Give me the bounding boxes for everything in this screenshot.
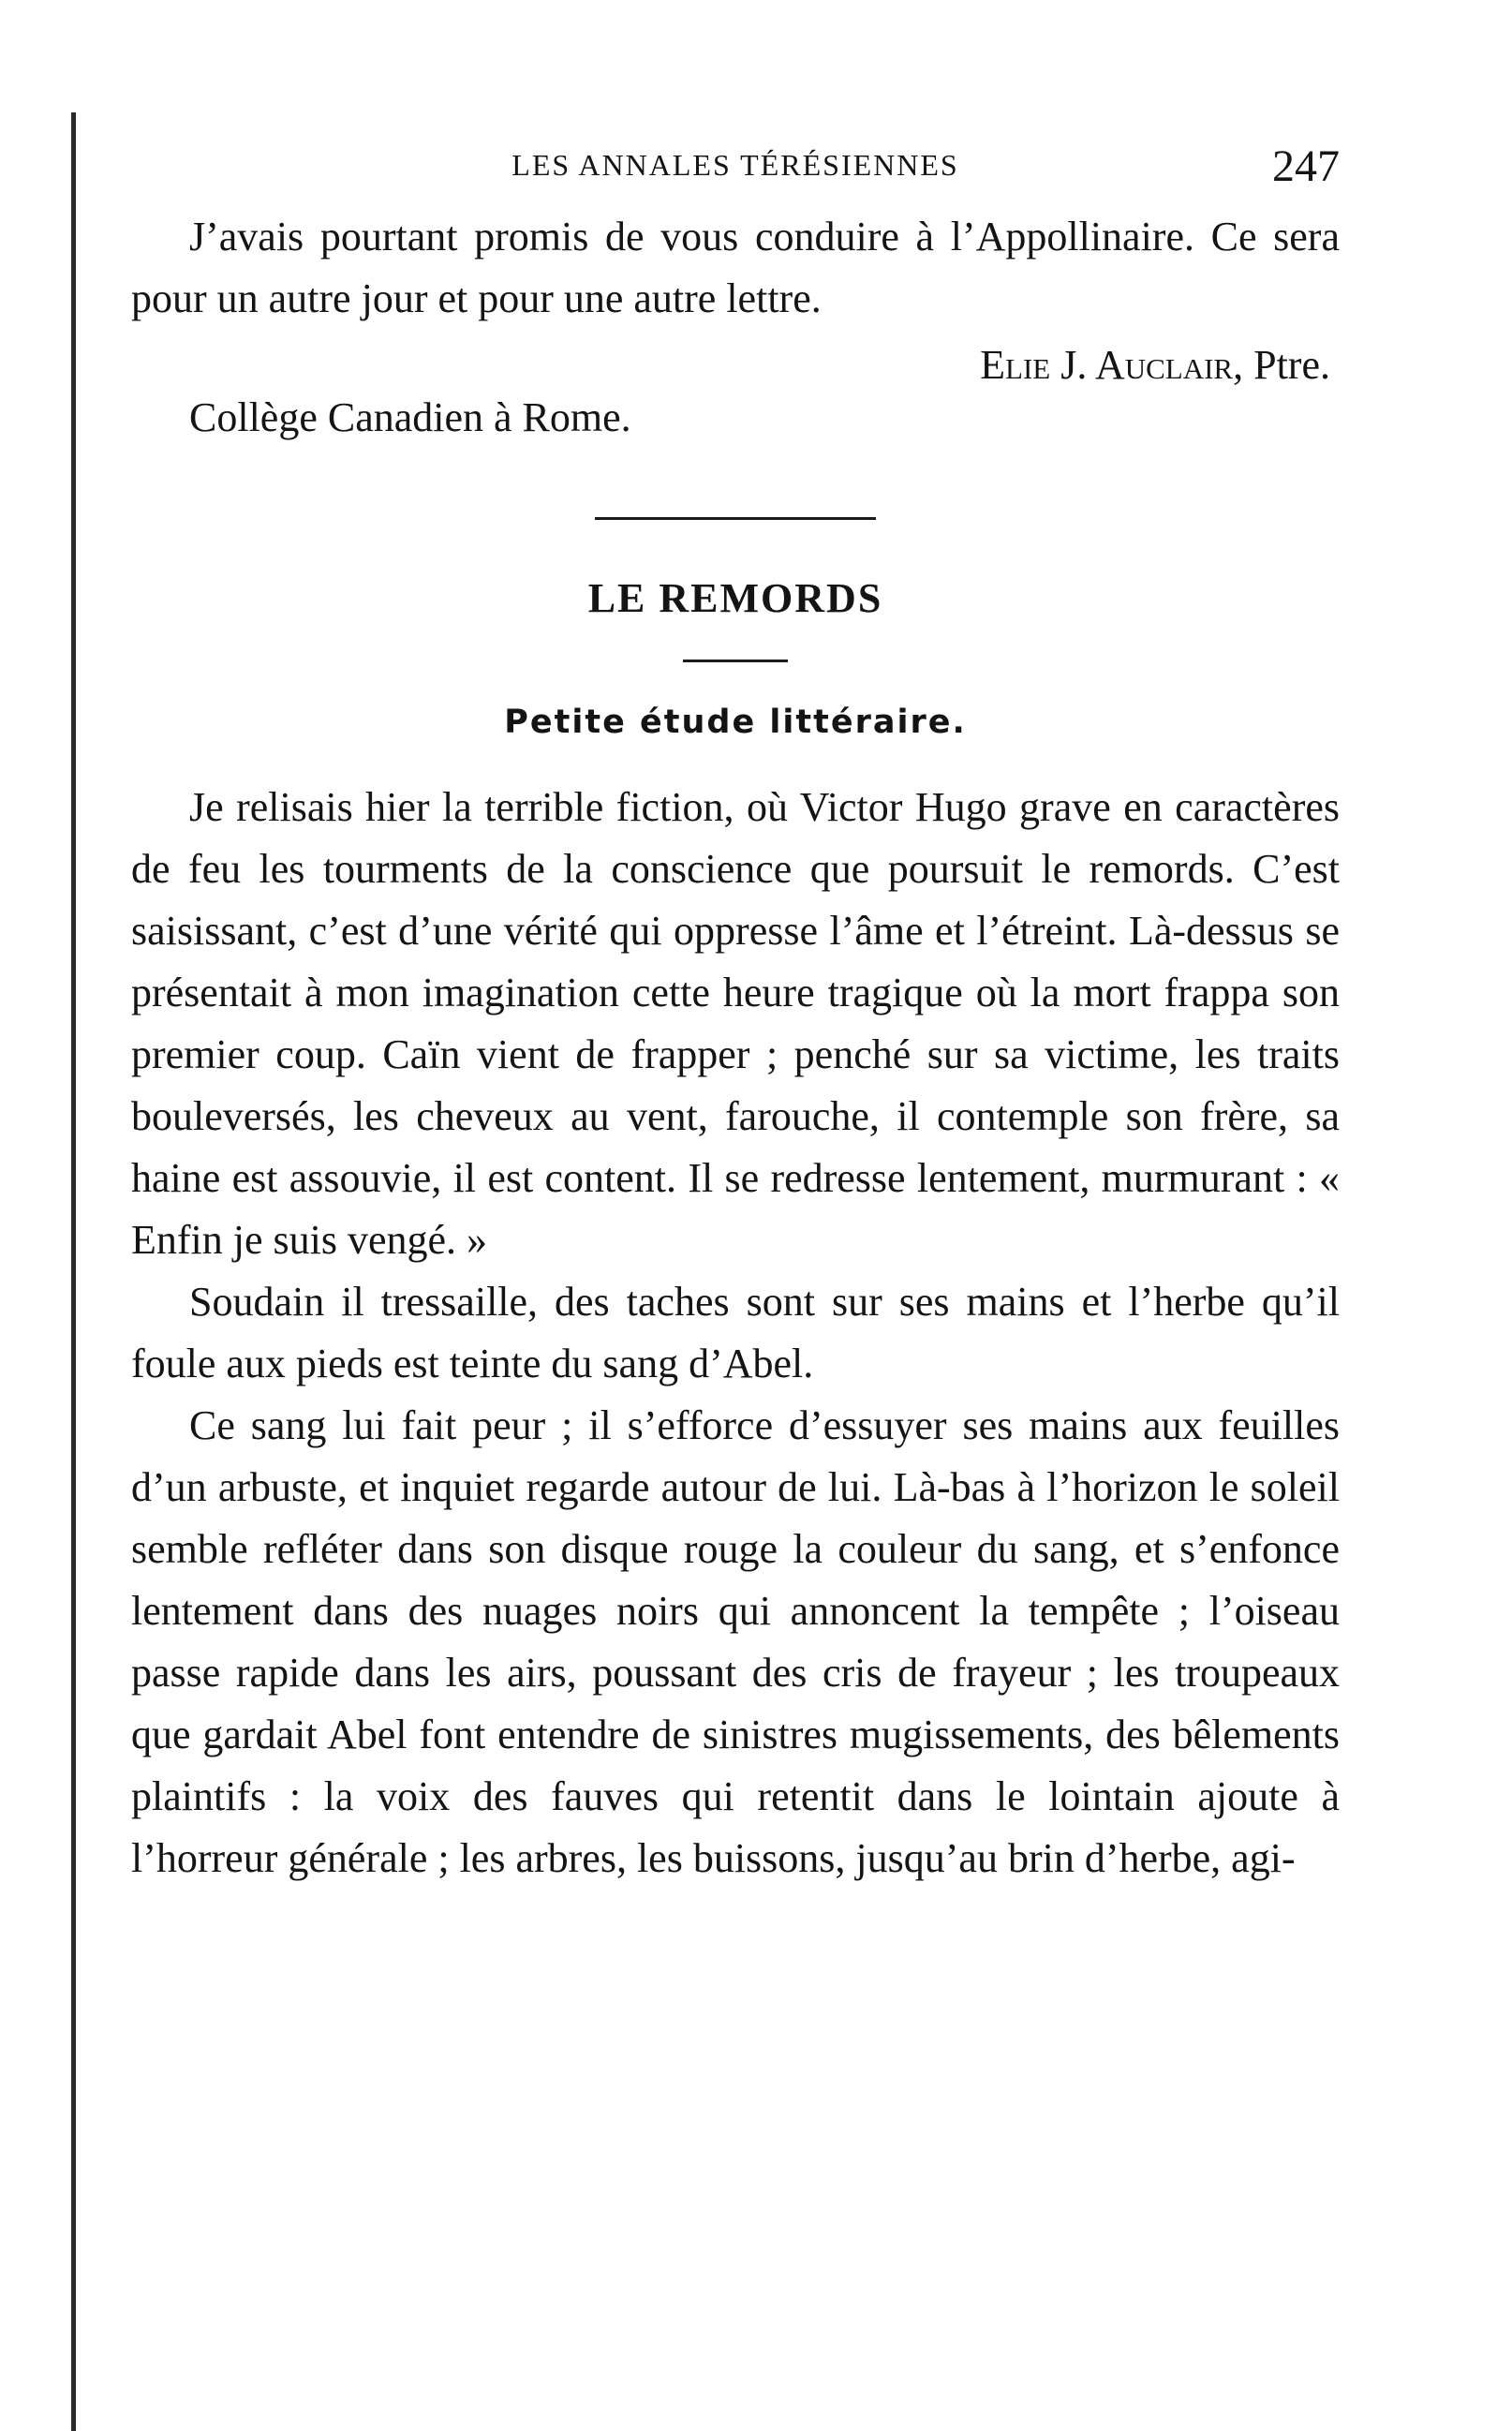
- title-divider: [683, 660, 788, 662]
- signature: [980, 339, 1330, 392]
- page-edge-rule: [71, 112, 76, 2431]
- article-subtitle: Petite étude littéraire.: [504, 704, 967, 741]
- signature-name: Elie J. Auclair: [980, 342, 1234, 388]
- signature-title: , Ptre.: [1233, 342, 1330, 388]
- signature-place: Collège Canadien à Rome.: [189, 394, 631, 440]
- running-title: LES ANNALES TÉRÉSIENNES: [511, 148, 959, 182]
- signature-block: [131, 330, 1340, 461]
- running-head: [131, 141, 1340, 206]
- page-number: 247: [1272, 141, 1340, 191]
- article-paragraph: Soudain il tressaille, des taches sont sur ses mains et l’herbe qu’il foule aux pieds est teinte du sang d’Abel.: [131, 1279, 1340, 1386]
- letter-closing-paragraph: J’avais pourtant promis de vous conduire à l’Appollinaire. Ce sera pour un autre jour et pour une autre lettre.: [131, 214, 1340, 321]
- article-paragraph: Ce sang lui fait peur ; il s’efforce d’essuyer ses mains aux feuilles d’un arbuste, et inquiet regarde autour de lui. Là-bas à l’horizon le soleil semble refléter dans son disque rouge la couleur du sang, et s’enfonce lentement dans des nuages noirs qui annoncent la tempête ; l’oiseau passe rapide dans les airs, poussant des cris de frayeur ; les troupeaux que gardait Abel font entendre de sinistres mugissements, des bêlements plaintifs : la voix des fauves qui retentit dans le lointain ajoute à l’horreur générale ; les arbres, les buissons, jusqu’au brin d’herbe, agi-: [131, 1402, 1340, 1881]
- section-divider: [595, 517, 876, 520]
- book-page: [131, 141, 1340, 1890]
- article-title: LE REMORDS: [587, 575, 883, 621]
- article-paragraph: Je relisais hier la terrible fiction, où Victor Hugo grave en caractères de feu les tourments de la conscience que poursuit le remords. C’est saisissant, c’est d’une vérité qui oppresse l’âme et l’étreint. Là-dessus se présentait à mon imagination cette heure tragique où la mort frappa son premier coup. Caïn vient de frapper ; penché sur sa victime, les traits bouleversés, les cheveux au vent, farouche, il contemple son frère, sa haine est assouvie, il est content. Il se redresse lentement, murmurant : « Enfin je suis vengé. »: [131, 784, 1340, 1263]
